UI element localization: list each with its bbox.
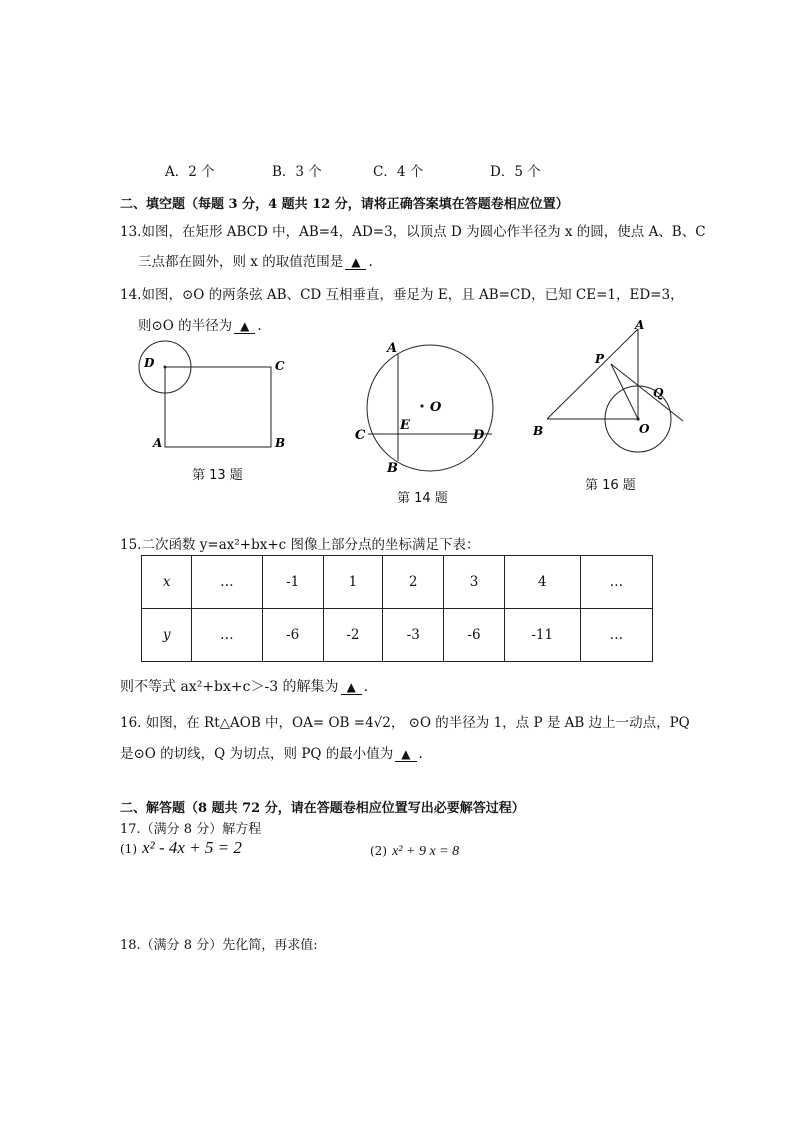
q16-line2	[120, 742, 423, 762]
table-cell: …	[580, 609, 652, 662]
table-cell: x	[142, 556, 192, 609]
q13-text: 三点都在圆外，则 x 的取值范围是	[138, 254, 344, 270]
table-cell: …	[192, 609, 262, 662]
center-o	[636, 417, 639, 420]
q16-text: 是⊙O 的切线，Q 为切点，则 PQ 的最小值为	[120, 746, 394, 762]
option-d: D．5 个	[490, 164, 541, 180]
equation: x² - 4x + 5 = 2	[142, 838, 242, 857]
table-cell: …	[580, 556, 652, 609]
label-p: P	[595, 352, 605, 366]
table-cell: 2	[383, 556, 444, 609]
option-c: C．4 个	[373, 164, 424, 180]
label-c: C	[355, 428, 366, 443]
label-b: B	[387, 461, 398, 476]
rectangle-abcd	[165, 367, 271, 447]
table-cell: 3	[444, 556, 504, 609]
label-a: A	[387, 341, 398, 356]
equation: x² + 9 x = 8	[392, 844, 460, 859]
answer-blank: ▲	[345, 255, 366, 270]
table-cell: -6	[444, 609, 504, 662]
q16-line1: 16. 如图，在 Rt△AOB 中，OA= OB =4√2， ⊙O 的半径为 1，点 P 是 AB 边上一动点，PQ	[120, 715, 690, 731]
table-cell: -6	[262, 609, 323, 662]
q15-line1: 15.二次函数 y=ax²+bx+c 图像上部分点的坐标满足下表：	[120, 537, 480, 553]
label-b: B	[533, 424, 544, 438]
value-table	[141, 555, 653, 662]
answer-blank: ▲	[341, 680, 362, 695]
section-fill-in-heading: 二、填空题（每题 3 分，4 题共 12 分，请将正确答案填在答题卷相应位置）	[120, 197, 569, 212]
period: .	[418, 746, 423, 762]
label-o: O	[639, 422, 650, 436]
q14-text: 则⊙O 的半径为	[138, 318, 233, 334]
table-cell: -2	[323, 609, 382, 662]
q17-part2	[370, 840, 459, 860]
period: .	[257, 318, 262, 334]
q13-line2	[138, 250, 373, 270]
figure-14-caption: 第 14 题	[397, 491, 448, 506]
answer-blank: ▲	[234, 319, 255, 334]
period: .	[368, 254, 373, 270]
table-row	[142, 609, 653, 662]
label-c: C	[275, 359, 285, 373]
table-cell: …	[192, 556, 262, 609]
table-cell: y	[142, 609, 192, 662]
table-cell: -1	[262, 556, 323, 609]
q14-line2	[138, 314, 262, 334]
table-row	[142, 556, 653, 609]
segment-po	[611, 364, 638, 419]
label-a: A	[635, 318, 645, 332]
label-e: E	[400, 418, 410, 433]
label-q: Q	[653, 386, 664, 400]
figure-14	[350, 335, 500, 480]
q14-line1: 14.如图，⊙O 的两条弦 AB、CD 互相垂直，垂足为 E，且 AB=CD，已知 CE=1，ED=3，	[120, 287, 684, 303]
label-a: A	[153, 436, 163, 450]
option-a: A．2 个	[165, 164, 215, 180]
part-number: (2)	[370, 844, 387, 858]
figure-13-caption: 第 13 题	[192, 468, 243, 483]
table-cell: 1	[323, 556, 382, 609]
q15-text: 则不等式 ax²+bx+c＞-3 的解集为	[120, 679, 339, 695]
option-b: B．3 个	[272, 164, 322, 180]
figure-16	[525, 315, 690, 465]
q13-line1: 13.如图，在矩形 ABCD 中，AB=4，AD=3，以顶点 D 为圆心作半径为 x 的圆，使点 A、B、C	[120, 224, 706, 240]
figure-13	[130, 335, 300, 485]
tangent-pq	[611, 364, 683, 421]
q18-title: 18.（满分 8 分）先化简，再求值:	[120, 938, 318, 953]
label-b: B	[275, 436, 286, 450]
table-cell: -3	[383, 609, 444, 662]
label-d: D	[144, 356, 155, 370]
part-number: (1)	[120, 842, 137, 856]
label-o: O	[430, 400, 442, 415]
center-o	[420, 404, 423, 407]
table-cell: 4	[504, 556, 580, 609]
q15-line2	[120, 676, 368, 696]
point-d	[164, 366, 167, 369]
q17-title: 17.（满分 8 分）解方程	[120, 822, 262, 837]
table-cell: -11	[504, 609, 580, 662]
answer-blank: ▲	[395, 747, 416, 762]
q17-part1	[120, 838, 242, 858]
label-d: D	[473, 428, 485, 443]
period: .	[363, 679, 369, 695]
section-solve-heading: 二、解答题（8 题共 72 分，请在答题卷相应位置写出必要解答过程）	[120, 801, 525, 816]
figure-16-caption: 第 16 题	[585, 478, 636, 493]
